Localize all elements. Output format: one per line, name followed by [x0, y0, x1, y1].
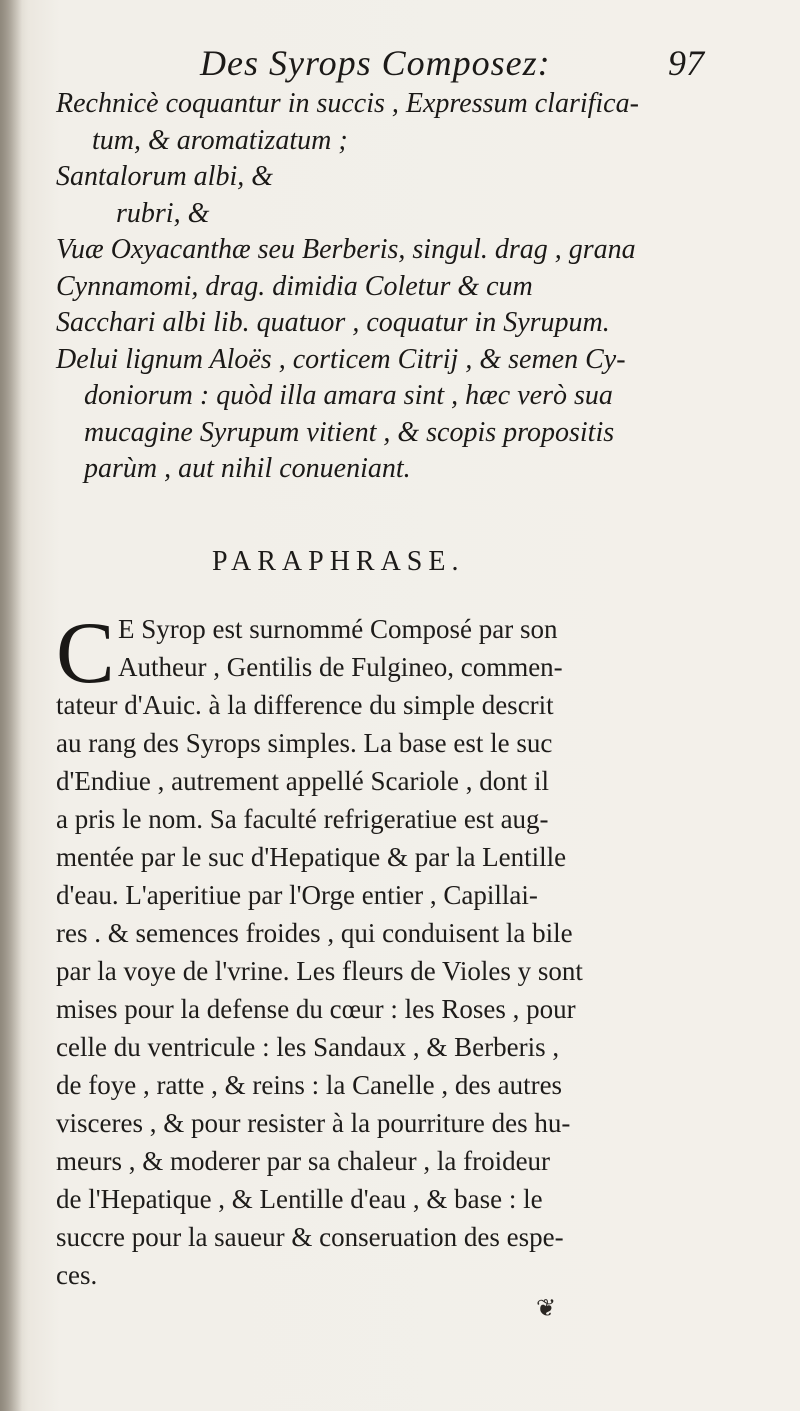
latin-line: rubri, & [116, 197, 210, 229]
section-heading: PARAPHRASE. [212, 546, 465, 577]
binding-gutter [0, 0, 22, 1411]
body-line: res . & semences froides , qui conduisent la bile [56, 918, 573, 948]
tailpiece-ornament: ❦ [536, 1294, 557, 1322]
body-line: mises pour la defense du cœur : les Roses , pour [56, 994, 576, 1024]
body-line: de foye , ratte , & reins : la Canelle , des autres [56, 1070, 563, 1100]
body-line: celle du ventricule : les Sandaux , & Berberis , [56, 1032, 560, 1062]
latin-line: doniorum : quòd illa amara sint , hæc verò sua [84, 380, 613, 411]
latin-line: Delui lignum Aloës , corticem Citrij , & semen Cy- [56, 343, 626, 375]
body-line: ces. [56, 1260, 98, 1290]
latin-line: Cynnamomi, drag. dimidia Coletur & cum [56, 270, 533, 302]
paraphrase-text [56, 605, 746, 1294]
body-line: mentée par le suc d'Hepatique & par la Lentille [56, 842, 567, 872]
body-line: de l'Hepatique , & Lentille d'eau , & base : le [56, 1184, 543, 1214]
latin-line: tum, & aromatizatum ; [92, 124, 348, 156]
body-line: a pris le nom. Sa faculté refrigeratiue est aug- [56, 804, 549, 834]
page-number: 97 [668, 43, 704, 83]
latin-recipe [56, 86, 756, 488]
body-line: E Syrop est surnommé Composé par son [118, 614, 558, 644]
body-line: par la voye de l'vrine. Les fleurs de Violes y sont [56, 956, 583, 986]
body-line: d'Endiue , autrement appellé Scariole , dont il [56, 766, 549, 796]
body-line: tateur d'Auic. à la difference du simple descrit [56, 690, 554, 720]
latin-line: Santalorum albi, & [56, 161, 274, 192]
running-head: Des Syrops Composez: [200, 43, 551, 83]
body-line: meurs , & moderer par sa chaleur , la froideur [56, 1146, 551, 1176]
body-line: Autheur , Gentilis de Fulgineo, commen- [118, 652, 563, 682]
latin-line: Vuæ Oxyacanthæ seu Berberis, singul. drag , grana [56, 234, 636, 265]
latin-line: Sacchari albi lib. quatuor , coquatur in Syrupum. [56, 307, 610, 338]
body-line: succre pour la saueur & conseruation des espe- [56, 1222, 564, 1252]
drop-cap: C [56, 605, 115, 702]
latin-line: mucagine Syrupum vitient , & scopis propositis [84, 416, 615, 448]
body-line: visceres , & pour resister à la pourriture des hu- [56, 1108, 571, 1138]
latin-line: parùm , aut nihil conueniant. [84, 453, 411, 484]
body-line: d'eau. L'aperitiue par l'Orge entier , Capillai- [56, 880, 538, 910]
body-line: au rang des Syrops simples. La base est le suc [56, 728, 553, 758]
latin-line: Rechnicè coquantur in succis , Expressum clarifica- [56, 88, 639, 119]
